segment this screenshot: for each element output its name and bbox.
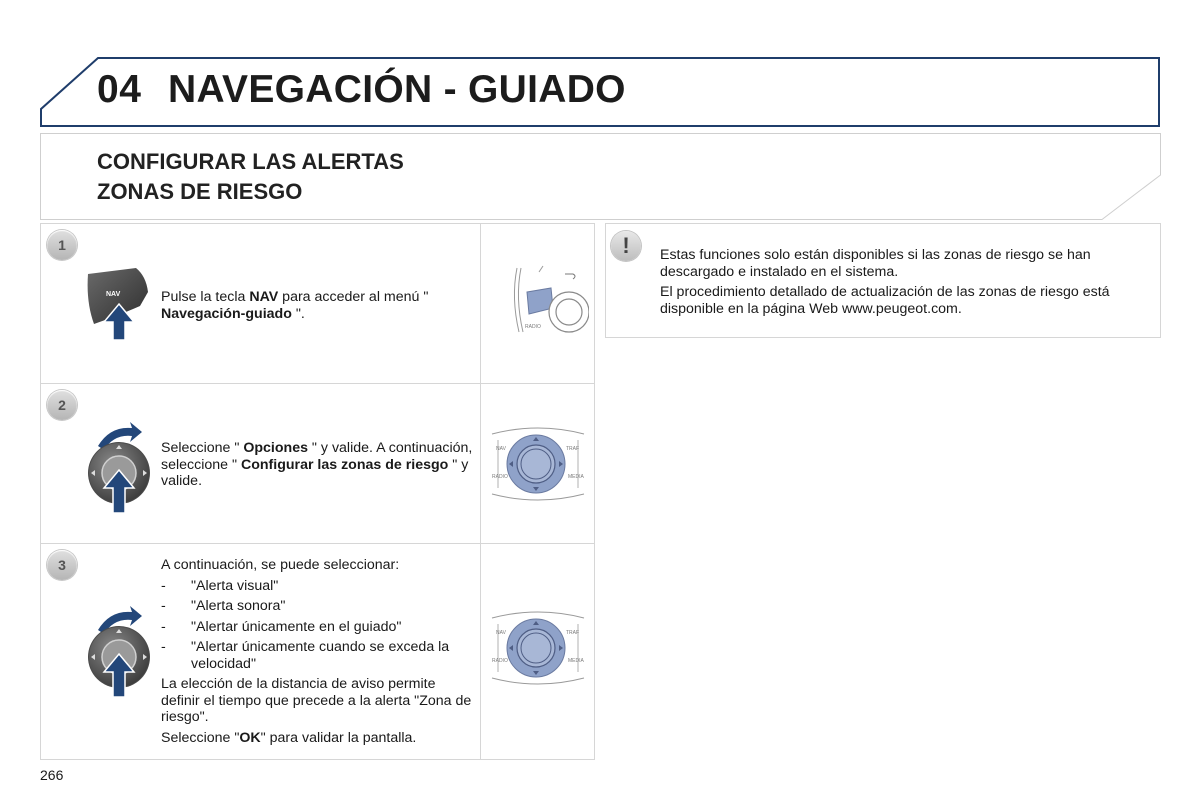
step-3-final: Seleccione "OK" para validar la pantalla.: [161, 729, 417, 746]
note-box: [605, 223, 1161, 338]
step-3-badge: 3: [47, 550, 77, 580]
step-1-text: Pulse la tecla NAV para acceder al menú " Navegación-guiado ".: [161, 289, 429, 322]
control-knob-panel-icon: [488, 426, 588, 502]
chapter-number: 04: [97, 68, 142, 111]
rotary-select-press-icon: [86, 418, 156, 516]
section-title-line2: ZONAS DE RIESGO: [97, 179, 303, 204]
svg-text:RADIO: RADIO: [525, 324, 541, 330]
note-paragraph-2: El procedimiento detallado de actualización de las zonas de riesgo está disponible en la página Web www.peugeot.com.: [660, 284, 1110, 317]
step-3-paragraph: La elección de la distancia de aviso permite definir el tiempo que precede a la alerta "Zona de riesgo".: [161, 676, 472, 725]
svg-text:NAV: NAV: [496, 446, 506, 452]
svg-text:NAV: NAV: [496, 630, 506, 636]
step-3-intro: A continuación, se puede seleccionar:: [161, 557, 400, 573]
note-paragraph-1: Estas funciones solo están disponibles si las zonas de riesgo se han descargado e instalado en el sistema.: [660, 247, 1091, 280]
step-2-text: Seleccione " Opciones " y valide. A continuación, seleccione " Configurar las zonas de riesgo " y valide.: [161, 440, 473, 489]
warning-exclamation-icon: !: [611, 231, 641, 261]
chapter-title: NAVEGACIÓN - GUIADO: [168, 68, 626, 111]
svg-text:MEDIA: MEDIA: [568, 474, 584, 480]
nav-key-press-icon: [82, 262, 152, 344]
rotary-select-press-icon: [86, 602, 156, 700]
section-title-box: [40, 133, 1161, 220]
step-2-badge: 2: [47, 390, 77, 420]
list-item: - "Alertar únicamente cuando se exceda la velocidad": [161, 639, 450, 672]
step-1-badge: 1: [47, 230, 77, 260]
list-item: - "Alerta sonora": [161, 598, 286, 614]
svg-text:MEDIA: MEDIA: [568, 658, 584, 664]
list-item: - "Alerta visual": [161, 577, 279, 594]
svg-text:TRAF: TRAF: [566, 630, 580, 636]
list-item: - "Alertar únicamente en el guiado": [161, 618, 402, 635]
svg-text:RADIO: RADIO: [492, 474, 508, 480]
svg-text:NAV: NAV: [106, 291, 121, 298]
control-knob-panel-icon: [488, 610, 588, 686]
svg-text:RADIO: RADIO: [492, 658, 508, 664]
section-title-line1: CONFIGURAR LAS ALERTAS: [97, 149, 404, 174]
step-3-text: [161, 557, 475, 746]
svg-text:TRAF: TRAF: [566, 446, 580, 452]
nav-button-panel-icon: [487, 262, 589, 338]
page-number: 266: [40, 767, 64, 783]
